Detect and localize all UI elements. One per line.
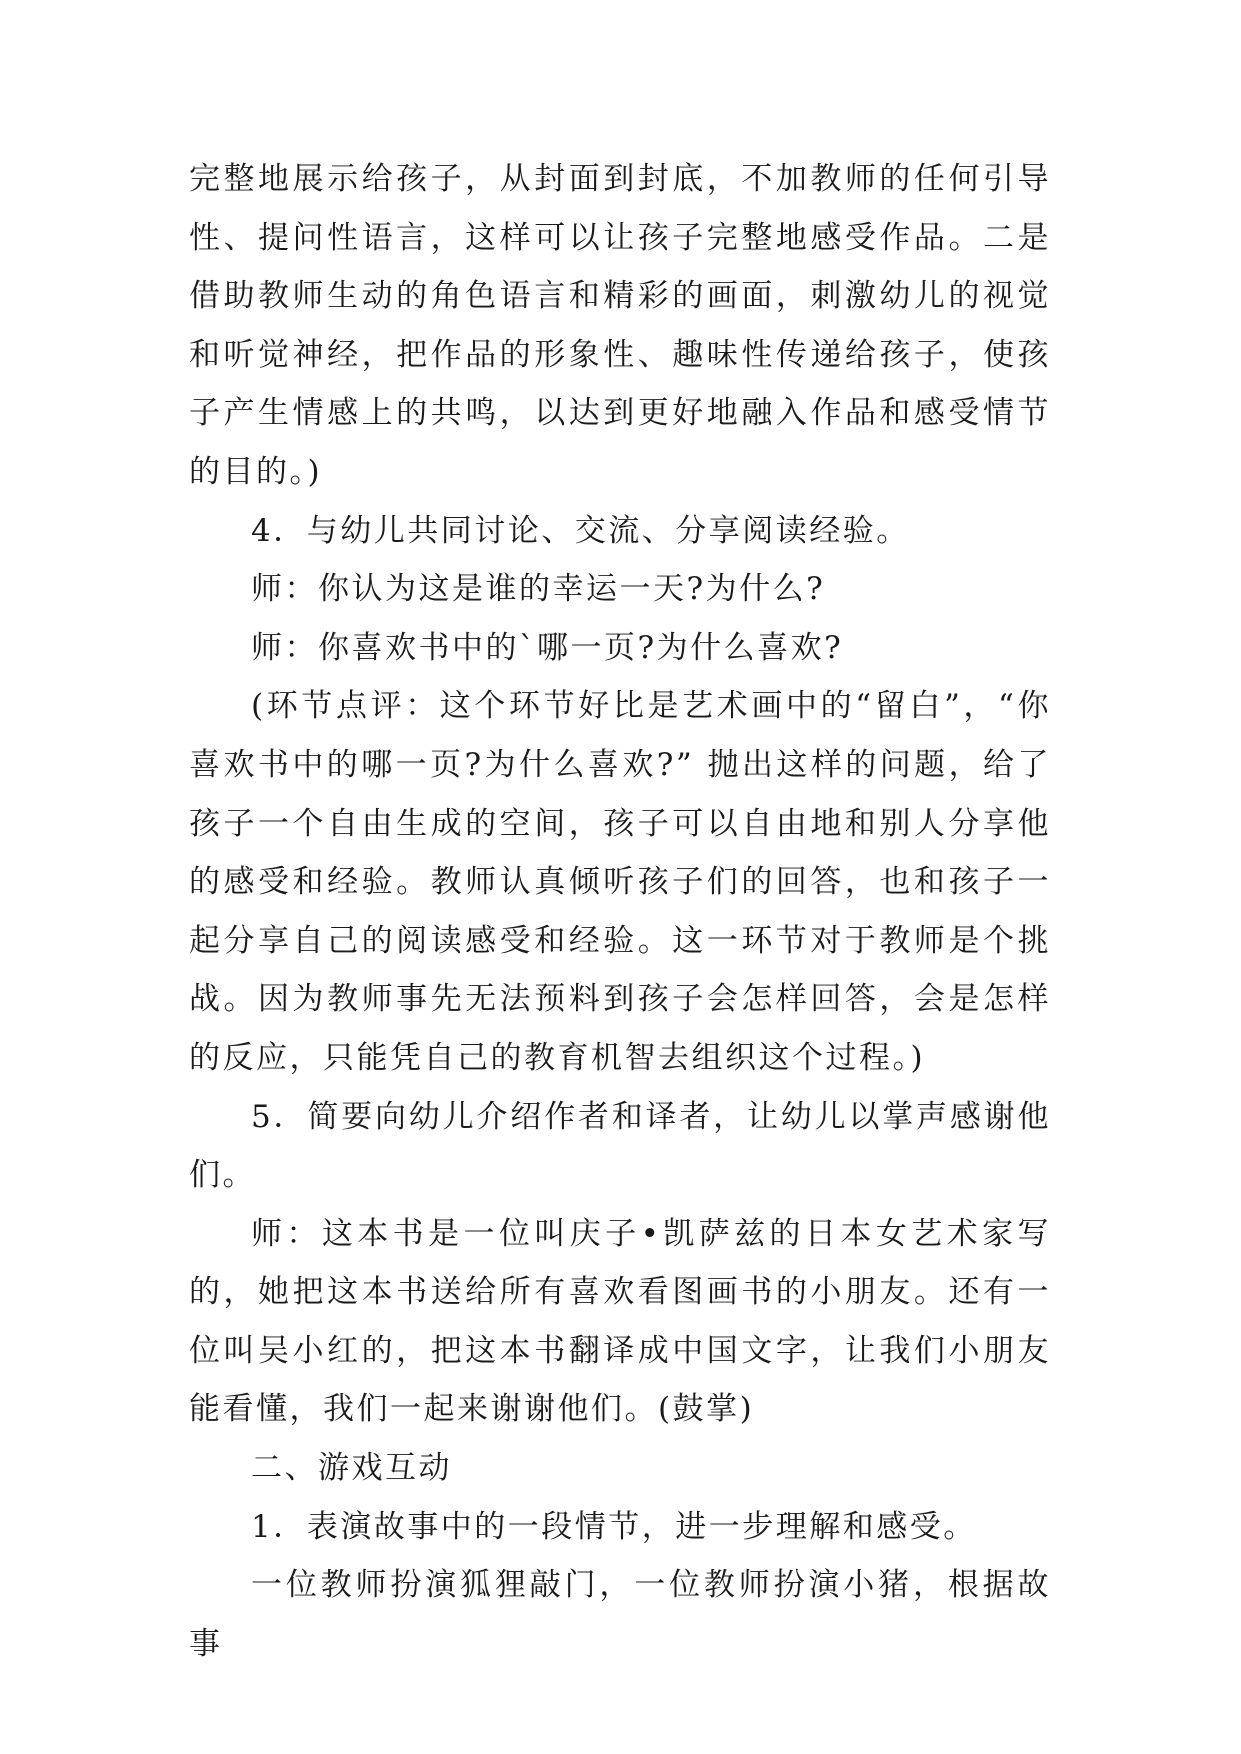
paragraph-step-4: 4．与幼儿共同讨论、交流、分享阅读经验。 — [251, 512, 910, 549]
paragraph-question-1: 师：你认为这是谁的幸运一天?为什么? — [251, 571, 826, 608]
paragraph-question-2: 师：你喜欢书中的`哪一页?为什么喜欢? — [251, 629, 844, 666]
paragraph-step-5: 5．简要向幼儿介绍作者和译者，让幼儿以掌声感谢他们。 — [189, 1098, 1051, 1194]
paragraph-continuation: 完整地展示给孩子，从封面到封底，不加教师的任何引导性、提问性语言，这样可以让孩子完整地感受作品。二是借助教师生动的角色语言和精彩的画面，刺激幼儿的视觉和听觉神经，把作品的形象性、趣味性传递给孩子，使孩子产生情感上的共鸣，以达到更好地融入作品和感受情节的目的。) — [189, 161, 1051, 490]
paragraph-commentary: (环节点评：这个环节好比是艺术画中的“留白”，“你喜欢书中的哪一页?为什么喜欢?” 抛出这样的问题，给了孩子一个自由生成的空间，孩子可以自由地和别人分享他的感受和经验。教师认真倾听孩子们的回答，也和孩子一起分享自己的阅读感受和经验。这一环节对于教师是个挑战。因为教师事先无法预料到孩子会怎样回答，会是怎样的反应，只能凭自己的教育机智去组织这个过程。) — [189, 688, 1051, 1076]
section-heading-game: 二、游戏互动 — [251, 1450, 452, 1487]
paragraph-step-1: 1．表演故事中的一段情节，进一步理解和感受。 — [251, 1508, 977, 1545]
paragraph-role-play: 一位教师扮演狐狸敲门，一位教师扮演小猪，根据故事 — [189, 1567, 1051, 1662]
document-body — [189, 150, 1051, 1673]
paragraph-teacher-intro: 师：这本书是一位叫庆子•凯萨兹的日本女艺术家写的，她把这本书送给所有喜欢看图画书的小朋友。还有一位叫吴小红的，把这本书翻译成中国文字，让我们小朋友能看懂，我们一起来谢谢他们。(鼓掌) — [189, 1215, 1051, 1428]
